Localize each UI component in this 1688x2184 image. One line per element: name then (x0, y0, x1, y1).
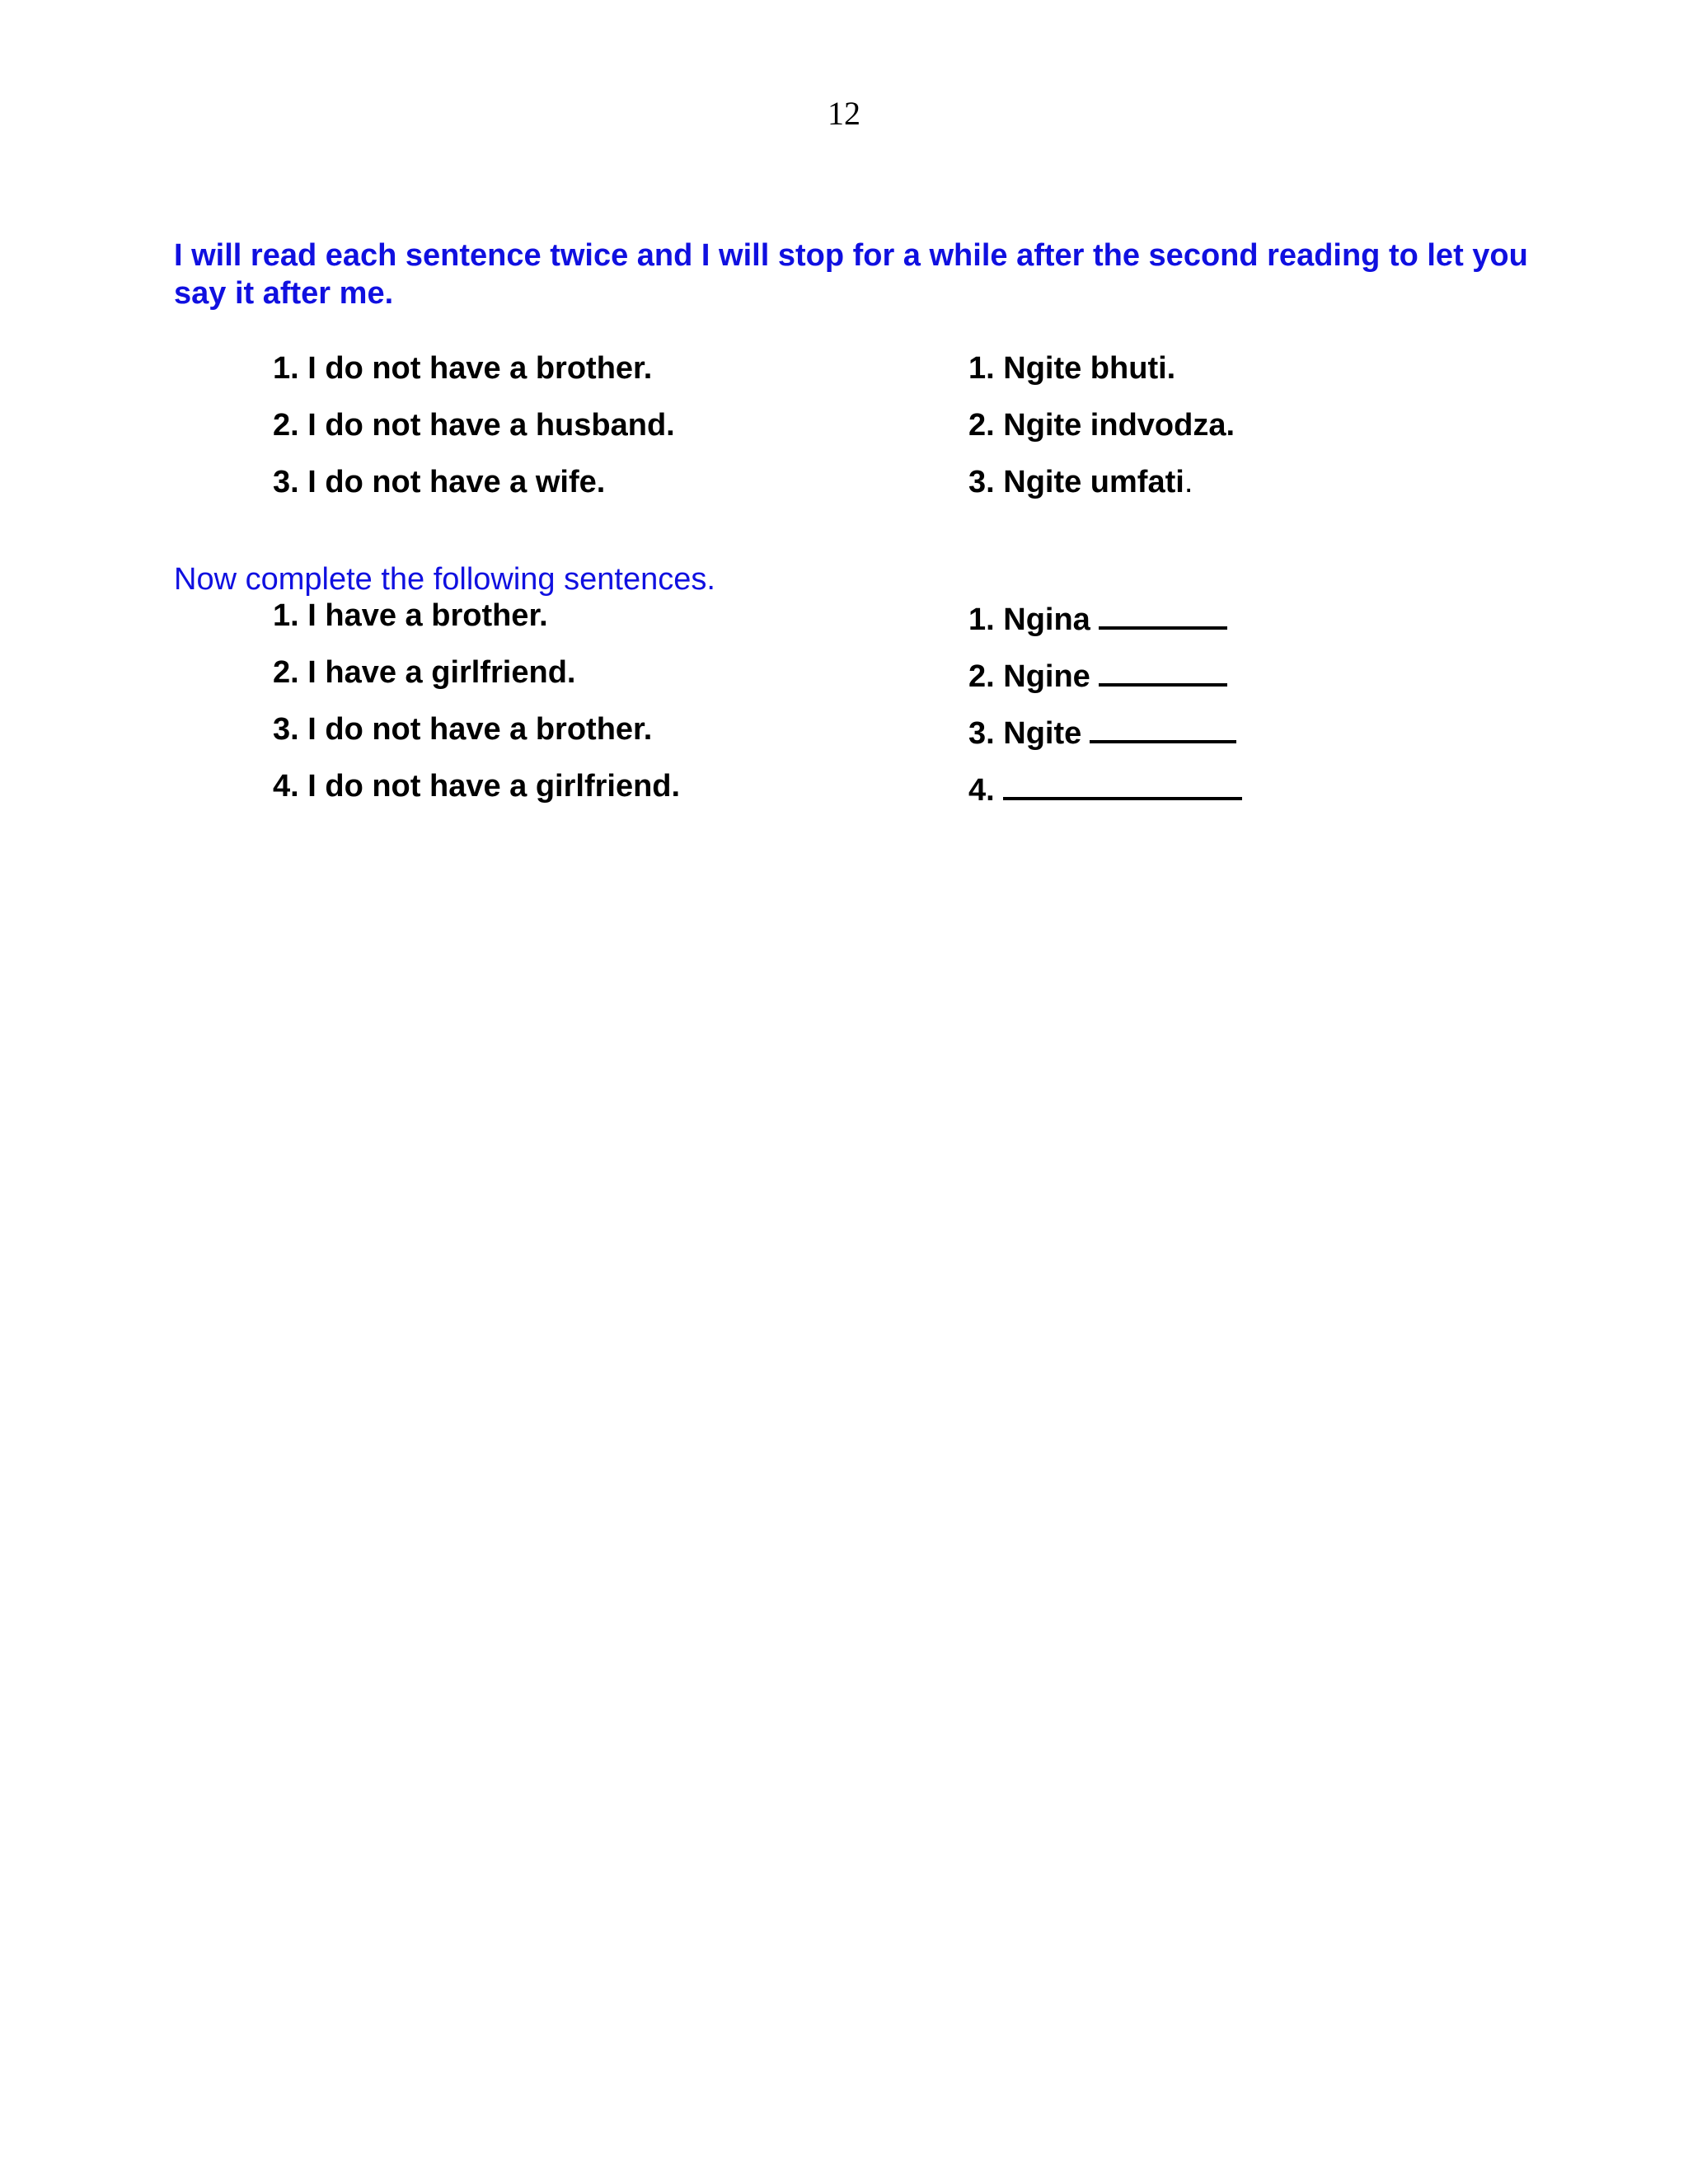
english-exercise-4: 4. I do not have a girlfriend. (273, 769, 681, 804)
siswati-exercise-3 (968, 710, 1236, 752)
siswati-sentence-3 (968, 463, 1193, 501)
siswati-exercise-1 (968, 597, 1227, 639)
siswati-exercise-4-text: 4. (968, 773, 995, 808)
siswati-exercise-4 (968, 767, 1242, 809)
siswati-exercise-2 (968, 654, 1227, 696)
answer-blank-4[interactable] (1003, 767, 1242, 800)
siswati-sentence-1: 1. Ngite bhuti. (968, 351, 1176, 386)
english-exercise-2: 2. I have a girlfriend. (273, 655, 576, 690)
reading-instruction: I will read each sentence twice and I will stop for a while after the second reading to let you say it after me. (174, 238, 1528, 311)
siswati-sentence-3-period: . (1184, 465, 1193, 499)
english-sentence-1: 1. I do not have a brother. (273, 351, 653, 386)
english-sentence-3: 3. I do not have a wife. (273, 465, 606, 499)
siswati-exercise-2-text: 2. Ngine (968, 659, 1090, 694)
english-exercise-3: 3. I do not have a brother. (273, 712, 653, 747)
english-sentence-2: 2. I do not have a husband. (273, 408, 675, 443)
answer-blank-1[interactable] (1099, 597, 1227, 630)
english-exercise-1: 1. I have a brother. (273, 598, 548, 633)
page-number: 12 (828, 95, 860, 132)
siswati-sentence-3-text: 3. Ngite umfati (968, 465, 1184, 499)
answer-blank-3[interactable] (1090, 710, 1236, 743)
siswati-exercise-1-text: 1. Ngina (968, 602, 1090, 637)
answer-blank-2[interactable] (1099, 654, 1227, 687)
siswati-sentence-2: 2. Ngite indvodza. (968, 408, 1236, 443)
siswati-exercise-3-text: 3. Ngite (968, 716, 1082, 751)
completion-prompt: Now complete the following sentences. (174, 562, 715, 597)
